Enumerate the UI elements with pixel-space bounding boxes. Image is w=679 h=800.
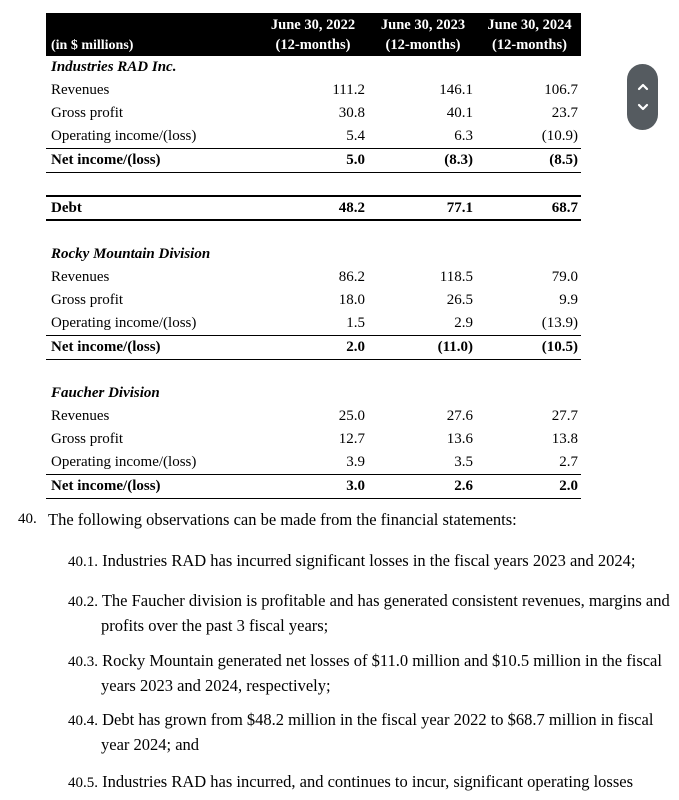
column-header-2024 bbox=[478, 13, 581, 56]
observations bbox=[0, 508, 679, 791]
table-row-total bbox=[46, 149, 581, 173]
section-title: Rocky Mountain Division bbox=[51, 246, 211, 262]
cell-value: 3.0 bbox=[346, 478, 365, 494]
chevron-down-icon[interactable] bbox=[636, 100, 650, 114]
item-number: 40.1. bbox=[68, 554, 98, 570]
row-label: Debt bbox=[51, 199, 82, 216]
cell-value: 5.0 bbox=[346, 152, 365, 168]
unit-label: (in $ millions) bbox=[51, 38, 134, 53]
item-number: 40.3. bbox=[68, 654, 98, 670]
table-row bbox=[46, 312, 581, 336]
observations-intro bbox=[0, 508, 679, 531]
cell-value: 1.5 bbox=[346, 315, 365, 331]
row-label: Net income/(loss) bbox=[51, 152, 161, 168]
item-text: Industries RAD has incurred significant losses in the fiscal years 2023 and 2024; bbox=[102, 551, 636, 570]
row-label: Operating income/(loss) bbox=[51, 128, 197, 144]
cell-value: 68.7 bbox=[551, 199, 578, 216]
table-row bbox=[46, 266, 581, 289]
cell-value: (11.0) bbox=[437, 339, 473, 355]
cell-value: 2.0 bbox=[346, 339, 365, 355]
cell-value: 27.6 bbox=[446, 408, 473, 424]
item-text-continued: years 2023 and 2024, respectively; bbox=[101, 676, 331, 695]
cell-value: 9.9 bbox=[559, 292, 578, 308]
cell-value: 25.0 bbox=[338, 408, 365, 424]
row-label: Gross profit bbox=[51, 292, 124, 308]
table-row-total bbox=[46, 475, 581, 499]
item-number: 40.5. bbox=[68, 775, 98, 791]
table-row bbox=[46, 289, 581, 312]
cell-value: 79.0 bbox=[551, 269, 578, 285]
item-number: 40.2. bbox=[68, 594, 98, 610]
cell-value: 3.5 bbox=[454, 454, 473, 470]
column-date: June 30, 2022 bbox=[270, 17, 356, 33]
cell-value: (8.5) bbox=[549, 152, 578, 168]
item-number: 40.4. bbox=[68, 713, 98, 729]
cell-value: (8.3) bbox=[444, 152, 473, 168]
item-text: Industries RAD has incurred, and continues to incur, significant operating losses bbox=[102, 772, 634, 791]
cell-value: 5.4 bbox=[346, 128, 365, 144]
column-period: (12-months) bbox=[385, 37, 461, 53]
column-header-2023 bbox=[368, 13, 478, 56]
list-item bbox=[68, 649, 679, 697]
cell-value: 77.1 bbox=[446, 199, 473, 216]
table-header bbox=[46, 13, 581, 56]
table-row-total bbox=[46, 336, 581, 360]
table-row bbox=[46, 102, 581, 125]
chevron-up-icon[interactable] bbox=[636, 80, 650, 94]
intro-text: The following observations can be made from the financial statements: bbox=[48, 510, 517, 529]
cell-value: 30.8 bbox=[338, 105, 365, 121]
cell-value: 2.6 bbox=[454, 478, 473, 494]
row-label: Revenues bbox=[51, 408, 110, 424]
page-nav-control[interactable] bbox=[627, 64, 658, 130]
cell-value: 86.2 bbox=[338, 269, 365, 285]
cell-value: 3.9 bbox=[346, 454, 365, 470]
cell-value: 118.5 bbox=[439, 269, 473, 285]
section-title-row bbox=[46, 56, 581, 79]
cell-value: (10.9) bbox=[541, 128, 578, 144]
cell-value: 12.7 bbox=[338, 431, 365, 447]
table-row bbox=[46, 79, 581, 102]
spacer bbox=[46, 221, 581, 243]
section-title: Faucher Division bbox=[51, 385, 160, 401]
column-period: (12-months) bbox=[275, 37, 351, 53]
cell-value: 26.5 bbox=[446, 292, 473, 308]
list-item bbox=[68, 589, 679, 637]
table-row bbox=[46, 428, 581, 451]
item-text: Rocky Mountain generated net losses of $11.0 million and $10.5 million in the fiscal bbox=[102, 651, 662, 670]
cell-value: 13.8 bbox=[551, 431, 578, 447]
item-text-continued: profits over the past 3 fiscal years; bbox=[101, 616, 329, 635]
row-label: Operating income/(loss) bbox=[51, 315, 197, 331]
item-text: The Faucher division is profitable and has generated consistent revenues, margins and bbox=[101, 591, 670, 610]
cell-value: 40.1 bbox=[446, 105, 473, 121]
spacer bbox=[46, 173, 581, 195]
row-label: Net income/(loss) bbox=[51, 478, 161, 494]
row-label: Net income/(loss) bbox=[51, 339, 161, 355]
row-label: Revenues bbox=[51, 269, 110, 285]
column-period: (12-months) bbox=[492, 37, 567, 53]
section-title-row bbox=[46, 382, 581, 405]
row-label: Revenues bbox=[51, 82, 110, 98]
table-row-debt bbox=[46, 195, 581, 221]
financial-table bbox=[46, 13, 581, 499]
column-date: June 30, 2024 bbox=[487, 17, 572, 33]
cell-value: (13.9) bbox=[541, 315, 578, 331]
cell-value: 13.6 bbox=[446, 431, 473, 447]
list-item bbox=[68, 549, 679, 574]
column-date: June 30, 2023 bbox=[380, 17, 466, 33]
cell-value: 2.7 bbox=[559, 454, 578, 470]
paragraph-number: 40. bbox=[18, 511, 37, 527]
spacer bbox=[46, 360, 581, 382]
row-label: Gross profit bbox=[51, 431, 124, 447]
cell-value: 2.0 bbox=[559, 478, 578, 494]
cell-value: 2.9 bbox=[454, 315, 473, 331]
list-item bbox=[68, 708, 679, 756]
section-title-row bbox=[46, 243, 581, 266]
item-text: Debt has grown from $48.2 million in the fiscal year 2022 to $68.7 million in fiscal bbox=[102, 710, 654, 729]
cell-value: 146.1 bbox=[439, 82, 473, 98]
table-row bbox=[46, 451, 581, 475]
item-text-continued: year 2024; and bbox=[101, 735, 200, 754]
cell-value: 23.7 bbox=[551, 105, 578, 121]
table-row bbox=[46, 125, 581, 149]
list-item bbox=[68, 770, 679, 795]
row-label: Gross profit bbox=[51, 105, 124, 121]
cell-value: 48.2 bbox=[338, 199, 365, 216]
cell-value: 106.7 bbox=[544, 82, 578, 98]
cell-value: 6.3 bbox=[454, 128, 473, 144]
cell-value: 111.2 bbox=[332, 82, 365, 98]
table-row bbox=[46, 405, 581, 428]
row-label: Operating income/(loss) bbox=[51, 454, 197, 470]
cell-value: 18.0 bbox=[338, 292, 365, 308]
cell-value: (10.5) bbox=[541, 339, 578, 355]
column-header-2022 bbox=[258, 13, 368, 56]
section-title: Industries RAD Inc. bbox=[51, 59, 177, 75]
cell-value: 27.7 bbox=[551, 408, 578, 424]
